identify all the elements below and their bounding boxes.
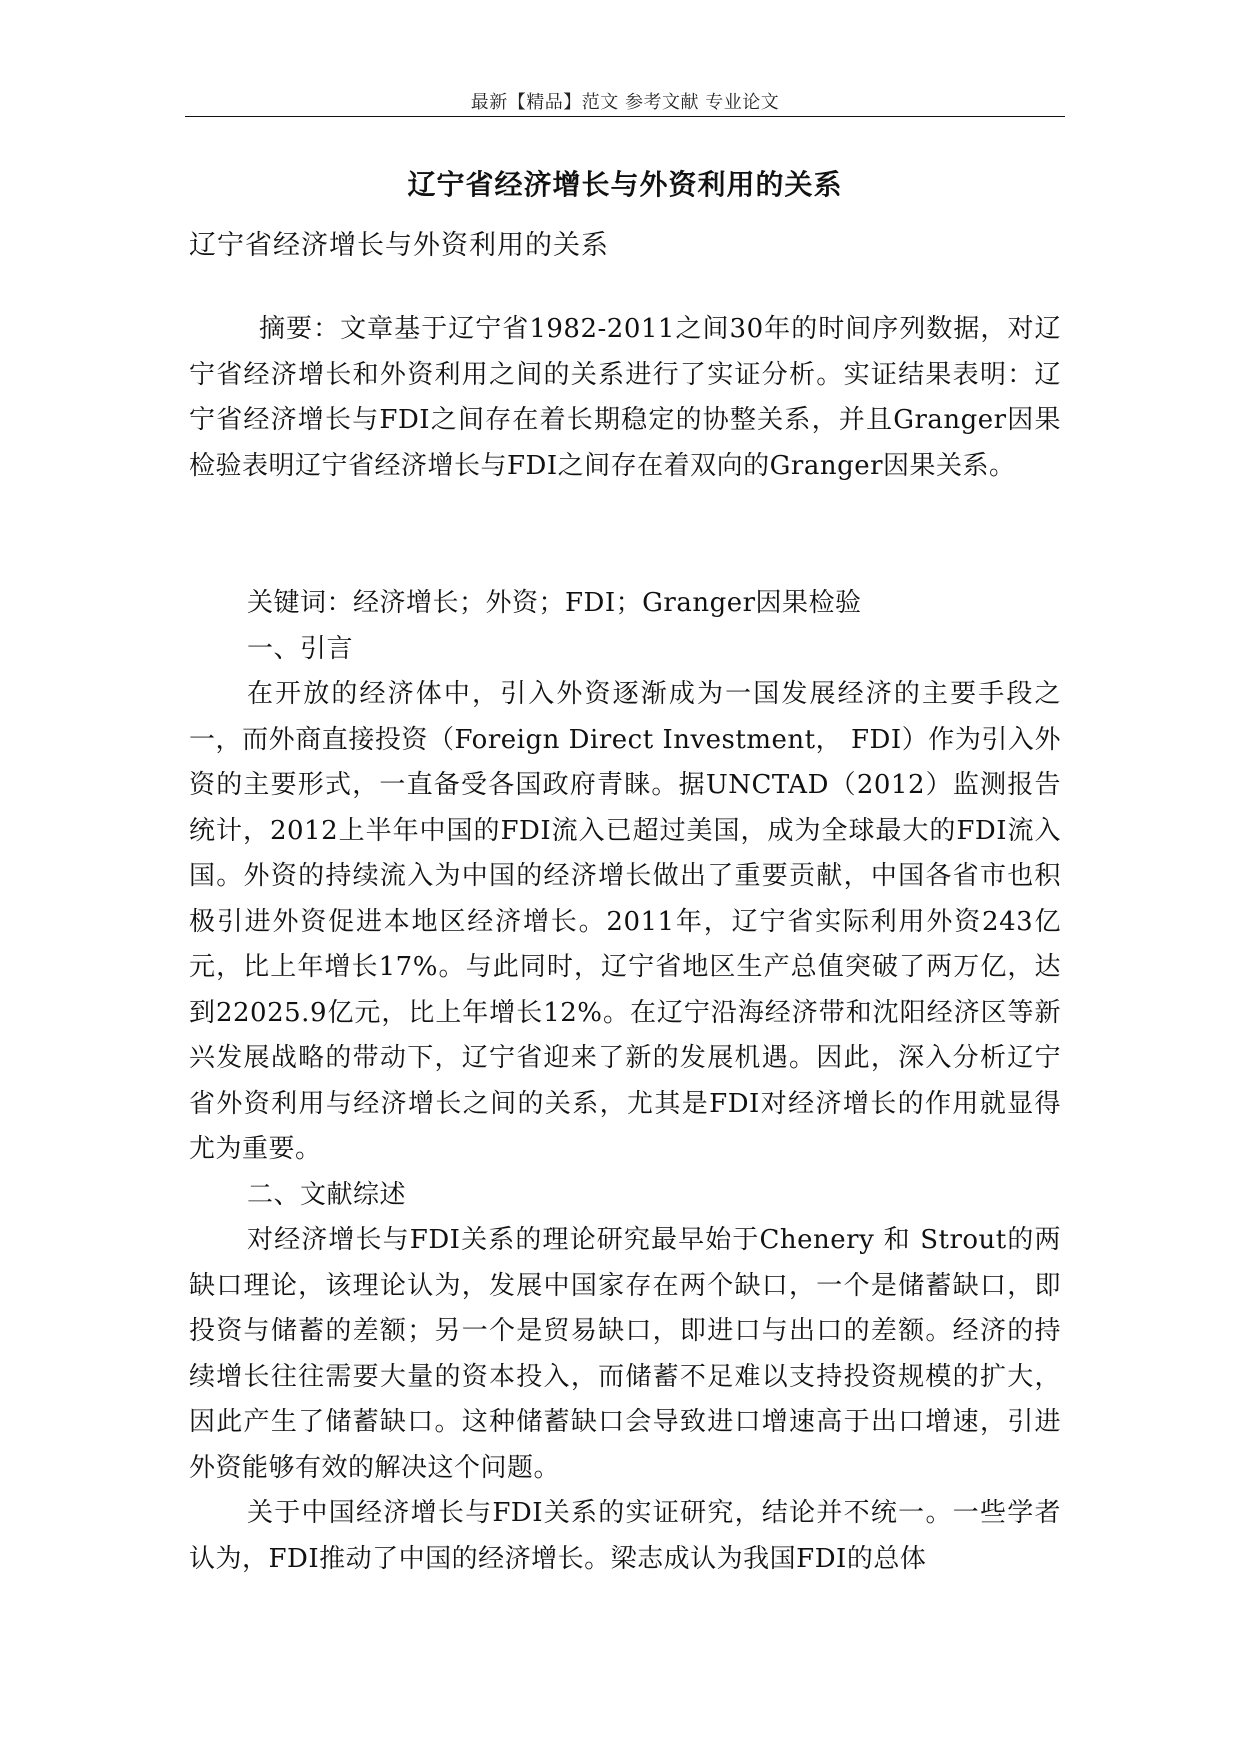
- page-header: 最新【精品】范文 参考文献 专业论文: [470, 92, 780, 113]
- introduction-paragraph: 在开放的经济体中，引入外资逐渐成为一国发展经济的主要手段之一，而外商直接投资（Foreign Direct Investment， FDI）作为引入外资的主要形式，一直备受各国政府青睐。据UNCTAD（2012）监测报告统计，2012上半年中国的FDI流入已超过美国，成为全球最大的FDI流入国。外资的持续流入为中国的经济增长做出了重要贡献，中国各省市也积极引进外资促进本地区经济增长。2011年，辽宁省实际利用外资243亿元，比上年增长17%。与此同时，辽宁省地区生产总值突破了两万亿，达到22025.9亿元，比上年增长12%。在辽宁沿海经济带和沈阳经济区等新兴发展战略的带动下，辽宁省迎来了新的发展机遇。因此，深入分析辽宁省外资利用与经济增长之间的关系，尤其是FDI对经济增长的作用就显得尤为重要。: [189, 679, 1061, 1164]
- abstract-paragraph: 摘要：文章基于辽宁省1982-2011之间30年的时间序列数据，对辽宁省经济增长和外资利用之间的关系进行了实证分析。实证结果表明：辽宁省经济增长与FDI之间存在着长期稳定的协整关系，并且Granger因果检验表明辽宁省经济增长与FDI之间存在着双向的Granger因果关系。: [189, 314, 1061, 481]
- document-subtitle: 辽宁省经济增长与外资利用的关系: [189, 230, 609, 261]
- section-heading-literature-review: 二、文献综述: [247, 1179, 407, 1210]
- header-divider: [185, 116, 1065, 117]
- literature-paragraph-1: 对经济增长与FDI关系的理论研究最早始于Chenery 和 Strout的两缺口理论，该理论认为，发展中国家存在两个缺口，一个是储蓄缺口，即投资与储蓄的差额；另一个是贸易缺口，即进口与出口的差额。经济的持续增长往往需要大量的资本投入，而储蓄不足难以支持投资规模的扩大，因此产生了储蓄缺口。这种储蓄缺口会导致进口增速高于出口增速，引进外资能够有效的解决这个问题。: [189, 1225, 1061, 1483]
- section-heading-introduction: 一、引言: [247, 633, 354, 664]
- literature-paragraph-2: 关于中国经济增长与FDI关系的实证研究，结论并不统一。一些学者认为，FDI推动了中国的经济增长。梁志成认为我国FDI的总体: [189, 1498, 1061, 1574]
- document-title: 辽宁省经济增长与外资利用的关系: [407, 168, 843, 201]
- main-body: [189, 581, 1061, 1582]
- keywords-line: 关键词：经济增长；外资；FDI；Granger因果检验: [247, 588, 862, 618]
- abstract-block: [189, 307, 1061, 489]
